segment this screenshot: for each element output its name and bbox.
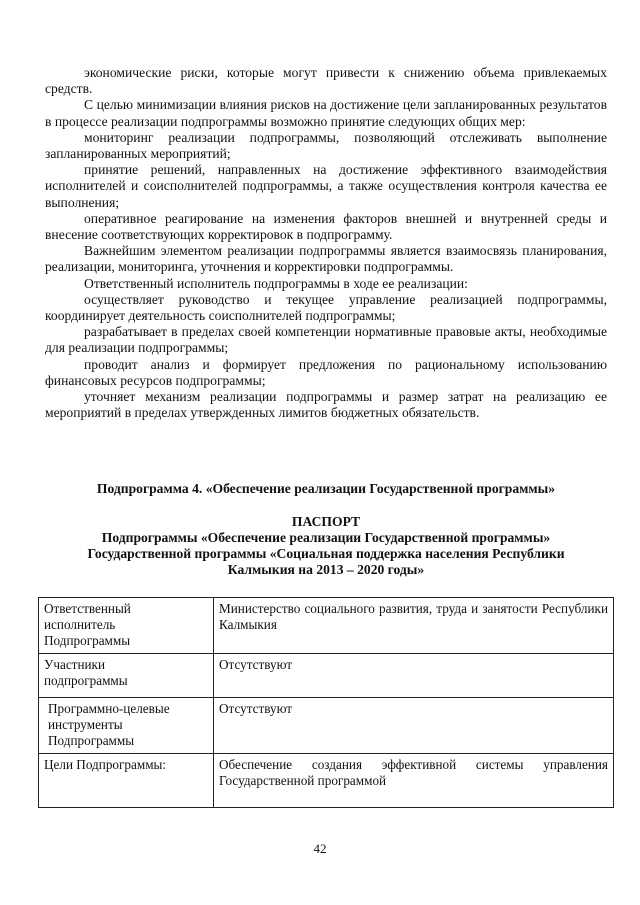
- label-line: Ответственный: [44, 601, 131, 616]
- paragraph: Важнейшим элементом реализации подпрограммы является взаимосвязь планирования, реализации, мониторинга, уточнения и корректировки подпрограммы.: [45, 243, 607, 275]
- label-line: исполнитель: [44, 617, 116, 632]
- paragraph: С целью минимизации влияния рисков на достижение цели запланированных результатов в процессе реализации подпрограммы возможно принятие следующих общих мер:: [45, 97, 607, 129]
- passport-table: [38, 597, 614, 808]
- row-label: [39, 598, 214, 654]
- passport-title: ПАСПОРТ: [291, 514, 361, 529]
- row-value: Отсутствуют: [214, 654, 614, 698]
- row-label: [39, 654, 214, 698]
- passport-subtitle-line: Государственной программы «Социальная поддержка населения Республики: [87, 546, 565, 561]
- label-line: Подпрограммы: [44, 633, 131, 648]
- label-line: инструменты: [48, 717, 123, 732]
- row-value: Отсутствуют: [214, 698, 614, 754]
- row-value: Министерство социального развития, труда и занятости Республики Калмыкия: [214, 598, 614, 654]
- paragraph: оперативное реагирование на изменения факторов внешней и внутренней среды и внесение соответствующих корректировок в подпрограмму.: [45, 210, 607, 243]
- passport-subtitle: [45, 530, 607, 578]
- paragraph: Ответственный исполнитель подпрограммы в ходе ее реализации:: [84, 275, 468, 291]
- passport-subtitle-line: Калмыкия на 2013 – 2020 годы»: [227, 562, 425, 577]
- paragraph: принятие решений, направленных на достижение эффективного взаимодействия исполнителей и соисполнителей подпрограммы, а также осуществления контроля качества ее выполнения;: [45, 162, 607, 210]
- paragraph: экономические риски, которые могут привести к снижению объема привлекаемых средств.: [45, 65, 607, 97]
- paragraph: проводит анализ и формирует предложения по рациональному использованию финансовых ресурсов подпрограммы;: [45, 356, 607, 388]
- paragraph: осуществляет руководство и текущее управление реализацией подпрограммы, координирует деятельность соисполнителей подпрограммы;: [45, 291, 607, 324]
- row-value: Обеспечение создания эффективной системы управления Государственной программой: [214, 754, 614, 808]
- row-label: [39, 754, 214, 808]
- label-line: Подпрограммы: [48, 733, 135, 748]
- paragraph: разрабатывает в пределах своей компетенции нормативные правовые акты, необходимые для реализации подпрограммы;: [45, 324, 607, 356]
- table-row: [39, 654, 614, 698]
- row-label: [39, 698, 214, 754]
- table-row: [39, 754, 614, 808]
- subprogram-title: Подпрограмма 4. «Обеспечение реализации Государственной программы»: [96, 481, 556, 496]
- paragraph: мониторинг реализации подпрограммы, позволяющий отслеживать выполнение запланированных мероприятий;: [45, 129, 607, 162]
- label-line: Программно-целевые: [48, 701, 170, 716]
- label-line: подпрограммы: [44, 673, 128, 688]
- body-text: [45, 65, 607, 421]
- label-line: Участники: [44, 657, 106, 672]
- page-number: 42: [313, 841, 327, 856]
- label-line: Цели Подпрограммы:: [44, 757, 167, 772]
- paragraph: уточняет механизм реализации подпрограммы и размер затрат на реализацию ее мероприятий в пределах утвержденных лимитов бюджетных обязательств.: [45, 389, 607, 421]
- table-row: [39, 598, 614, 654]
- passport-subtitle-line: Подпрограммы «Обеспечение реализации Государственной программы»: [101, 530, 551, 545]
- table-row: [39, 698, 614, 754]
